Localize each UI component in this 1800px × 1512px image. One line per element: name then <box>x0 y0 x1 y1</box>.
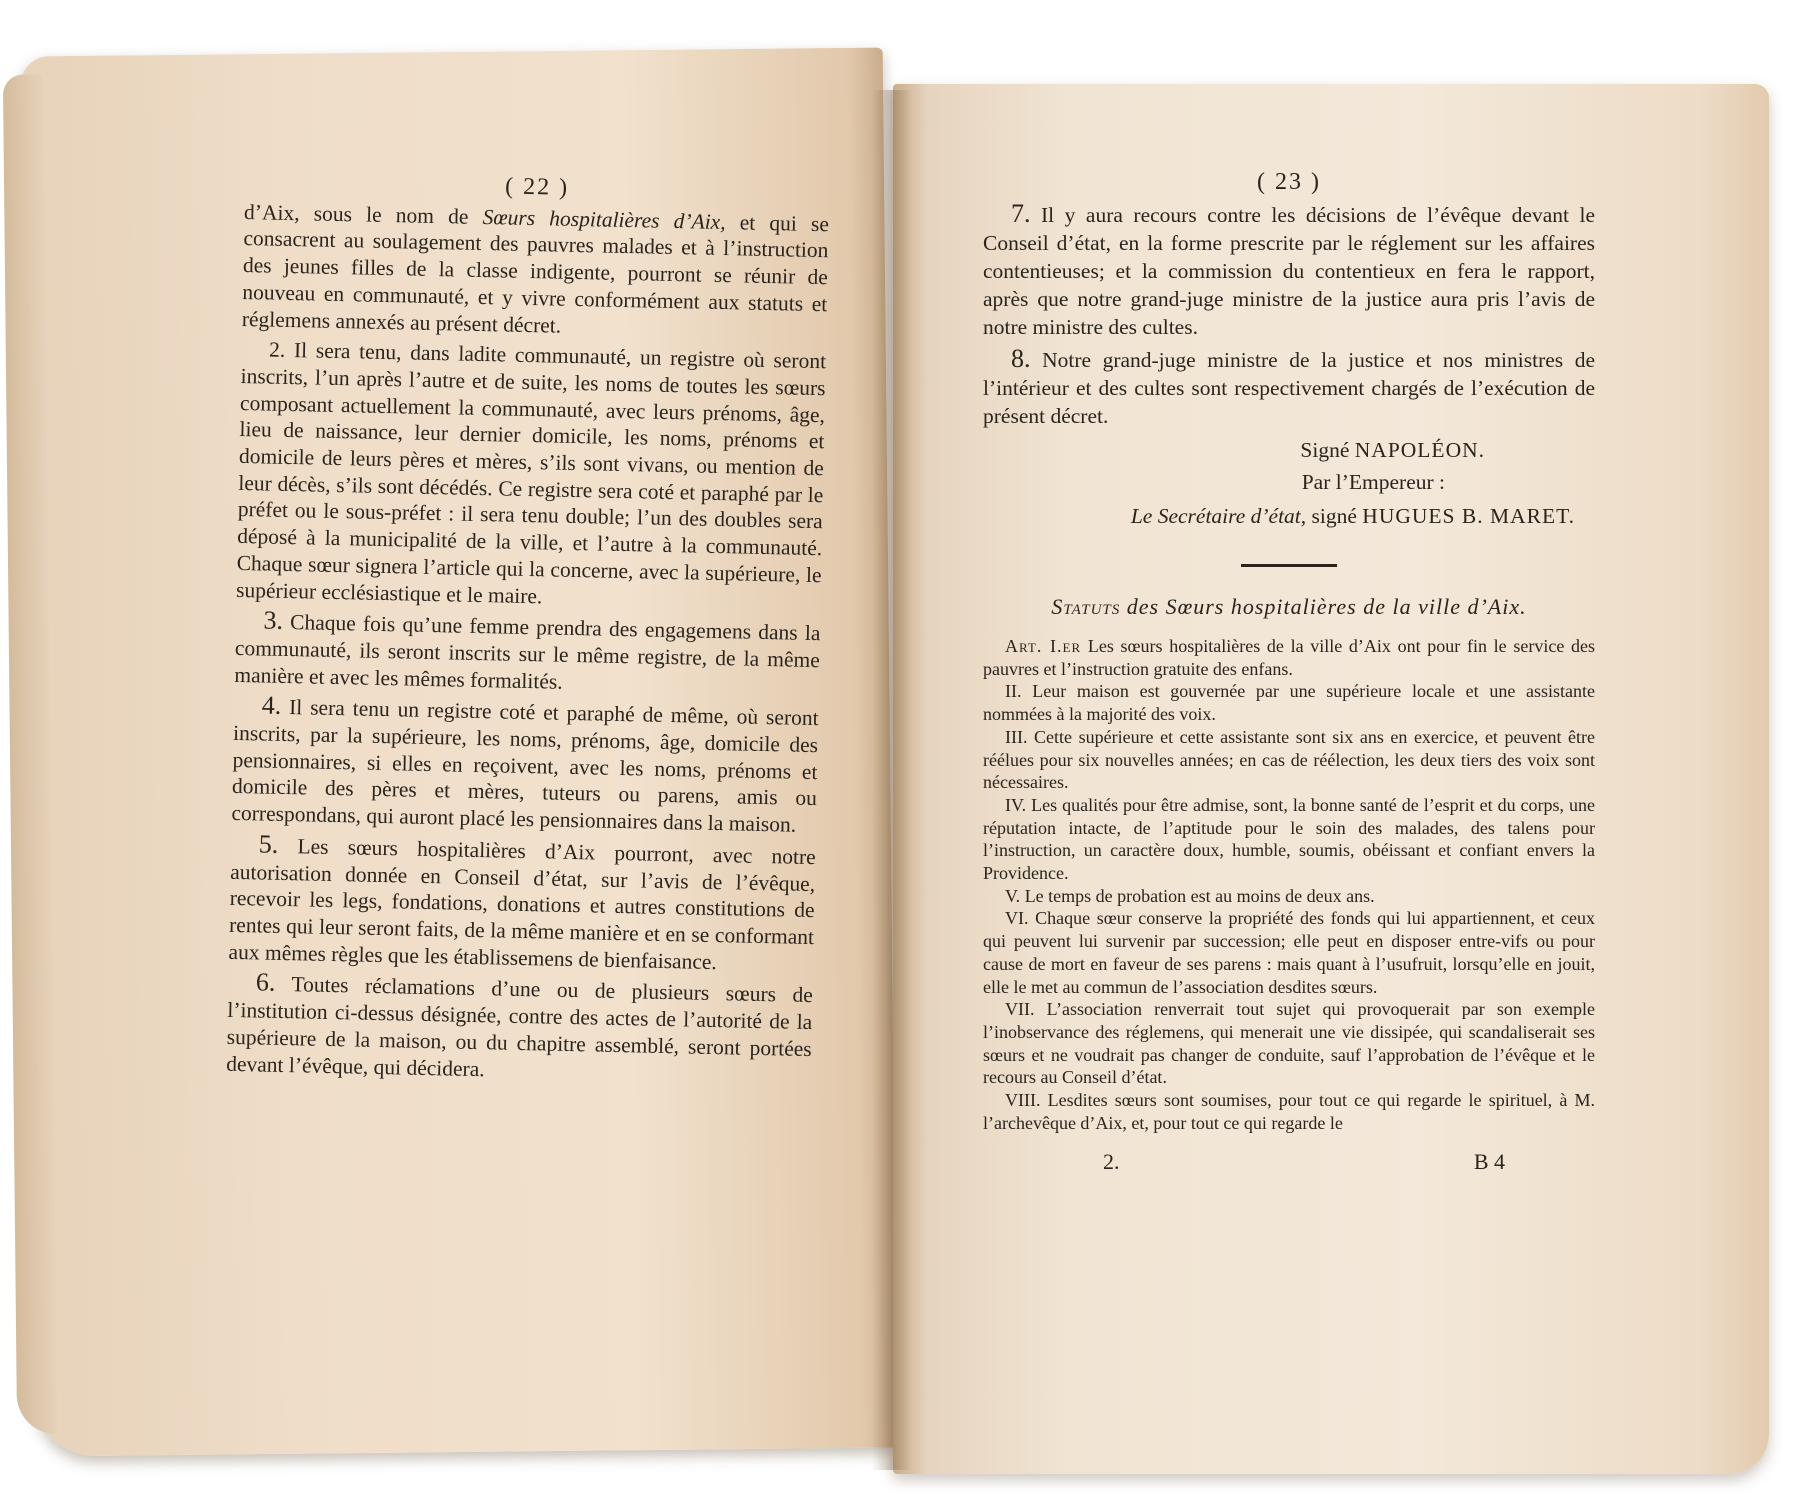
statute-2 <box>983 680 1595 725</box>
signature-mark: 2. <box>1103 1149 1120 1175</box>
gathering-mark: B 4 <box>1473 1149 1505 1175</box>
secretary-signature <box>983 502 1595 530</box>
page-footer <box>983 1148 1595 1176</box>
statute-text: Chaque sœur conserve la propriété des fonds qui lui appartiennent, et ceux qui peuvent lui survenir par succession; elle peut en disposer entre-vifs ou pour cause de mort en faveur de ses parens : mais quant à l’usufruit, lorsqu’elle en jouit, elle le met au commun de l’association desdites sœurs. <box>983 908 1596 997</box>
continuation-text-end: et qui se consacrent au soulagement des pauvres malades et à l’instruction des jeunes filles de la classe indigente, pourront se réunir de nouveau en communauté, et y vivre conformément aux statuts et réglemens annexés au présent décret. <box>241 210 830 338</box>
article-number: 3. <box>263 605 284 636</box>
article-text: Chaque fois qu’une femme prendra des engagemens dans la communauté, ils seront inscrits sur le même registre, de la même manière et avec les mêmes formalités. <box>234 610 821 694</box>
statute-label: IV. <box>1005 794 1027 815</box>
article-text: Toutes réclamations d’une ou de plusieurs sœurs de l’institution ci-dessus désignée, contre des actes de l’autorité de la supérieure de la maison, ou du chapitre assemblé, seront portées devant l’évêque, qui décidera. <box>225 972 814 1081</box>
article-8 <box>983 345 1595 430</box>
statute-1 <box>983 635 1595 680</box>
article-number: 5. <box>258 829 279 859</box>
continuation-italic: Sœurs hospitalières d’Aix, <box>482 204 726 234</box>
article-text: Il sera tenu un registre coté et paraphé de même, où seront inscrits, par la supérieure, les noms, prénoms, âge, domicile des pensionnaires, si elles en reçoivent, avec les noms, prénoms et domicile des pères et mères, tuteurs ou parens, amis ou correspondans, qui auront placé les pensionnaires dans la maison. <box>231 695 819 837</box>
article-5 <box>228 831 816 978</box>
article-text: Il y aura recours contre les décisions de l’évêque devant le Conseil d’état, en la forme prescrite par le réglement sur les affaires contentieuses; et la commission du contentieux en fera le rapport, après que notre grand-juge ministre de la justice aura pris l’avis de notre ministre des cultes. <box>983 203 1595 339</box>
secretary-signed-label: signé <box>1311 504 1357 528</box>
statute-label: Art. I.er <box>1005 636 1082 656</box>
by-emperor: Par l’Empereur : <box>1301 470 1445 494</box>
right-page-text <box>983 168 1595 1176</box>
article-number: 6. <box>255 967 276 998</box>
article-text: Notre grand-juge ministre de la justice et nos ministres de l’intérieur et des cultes sont respectivement chargés de l’exécution de présent décret. <box>983 348 1596 428</box>
statute-3 <box>983 726 1595 794</box>
statute-6 <box>983 907 1595 998</box>
statutes-title <box>983 593 1595 621</box>
statute-text: L’association renverrait tout sujet qui provoquerait par son exemple l’inobservance des réglemens, qui menerait une vie dissipée, qui scandaliserait ses sœurs et ne voudrait pas changer de conduite, sauf l’approbation de l’évêque et le recours au Conseil d’état. <box>983 999 1596 1088</box>
decree-continuation <box>242 199 830 345</box>
secretary-title: Le Secrétaire d’état, <box>1130 504 1307 528</box>
statute-label: VI. <box>1005 908 1029 929</box>
article-4 <box>231 692 819 839</box>
statute-label: V. <box>1005 885 1021 906</box>
article-2 <box>236 336 826 615</box>
statute-label: VIII. <box>1005 1090 1041 1111</box>
continuation-text-start: d’Aix, sous le nom de <box>243 199 469 229</box>
statute-4 <box>983 794 1595 885</box>
book-gutter <box>872 90 912 1470</box>
page-number-right: ( 23 ) <box>1257 169 1321 195</box>
statute-5 <box>983 885 1595 908</box>
signed-label: Signé <box>1300 438 1350 462</box>
page-number-left: ( 22 ) <box>504 173 570 201</box>
article-3 <box>234 607 821 700</box>
secretary-name: HUGUES B. MARET. <box>1362 504 1575 528</box>
statute-text: Leur maison est gouvernée par une supérieure locale et une assistante nommées à la majorité des voix. <box>983 681 1595 725</box>
article-text: Les sœurs hospitalières d’Aix pourront, avec notre autorisation donnée en Conseil d’état, sur l’avis de l’évêque, recevoir les legs, fondations, donations et autres constitutions de rentes qui leur seront faits, de la même manière et en se conformant aux mêmes règles que les établissemens de bienfaisance. <box>228 834 816 974</box>
statute-text: Le temps de probation est au moins de deux ans. <box>1024 885 1375 906</box>
statute-text: Les sœurs hospitalières de la ville d’Aix ont pour fin le service des pauvres et l’instruction gratuite des enfans. <box>983 636 1596 679</box>
signature-napoleon <box>983 436 1595 464</box>
article-6 <box>226 969 813 1089</box>
signed-name: NAPOLÉON. <box>1354 438 1485 462</box>
statute-label: VII. <box>1005 999 1035 1020</box>
article-number: 2. <box>268 337 286 363</box>
article-text: Il sera tenu, dans ladite communauté, un registre où seront inscrits, l’un après l’autre et de suite, les noms de toutes les sœurs composant actuellement la communauté, avec leurs prénoms, âge, lieu de naissance, leur dernier domicile, les noms, prénoms et domicile de leurs pères et mères, s’ils sont vivans, ou mention de leur décès, s’ils sont décédés. Ce registre sera coté et paraphé par le préfet ou le sous-préfet : il sera tenu double; l’un des doubles sera déposé à la municipalité de la ville, et l’autre à la communauté. Chaque sœur signera l’article qui la concerne, avec la supérieure, le supérieur ecclésiastique et le maire. <box>235 338 827 608</box>
left-page-text <box>226 168 830 1089</box>
article-7 <box>983 200 1595 341</box>
statute-7 <box>983 998 1595 1089</box>
section-divider <box>1241 564 1337 567</box>
statutes-title-rest: des Sœurs hospitalières de la ville d’Aix. <box>1126 594 1527 619</box>
article-number: 8. <box>1011 344 1031 373</box>
statutes-body <box>983 635 1595 1134</box>
statute-text: Lesdites sœurs sont soumises, pour tout ce qui regarde le spirituel, à M. l’archevêque d’Aix, et, pour tout ce qui regarde le <box>983 1090 1595 1133</box>
statute-text: Cette supérieure et cette assistante sont six ans en exercice, et peuvent être réélues pour six nouvelles années; en cas de réélection, les deux tiers des voix sont nécessaires. <box>983 726 1595 793</box>
article-number: 4. <box>261 690 282 721</box>
statute-8 <box>983 1089 1595 1134</box>
statutes-title-smallcaps: Statuts <box>1051 594 1121 619</box>
statute-label: III. <box>1005 726 1028 747</box>
article-number: 7. <box>1011 199 1031 228</box>
statute-label: II. <box>1005 681 1022 702</box>
statute-text: Les qualités pour être admise, sont, la bonne santé de l’esprit et du corps, une réputation intacte, de l’aptitude pour le soin des malades, des talens pour l’instruction, un caractère doux, humble, soumis, obéissant et confiant envers la Providence. <box>983 794 1596 884</box>
